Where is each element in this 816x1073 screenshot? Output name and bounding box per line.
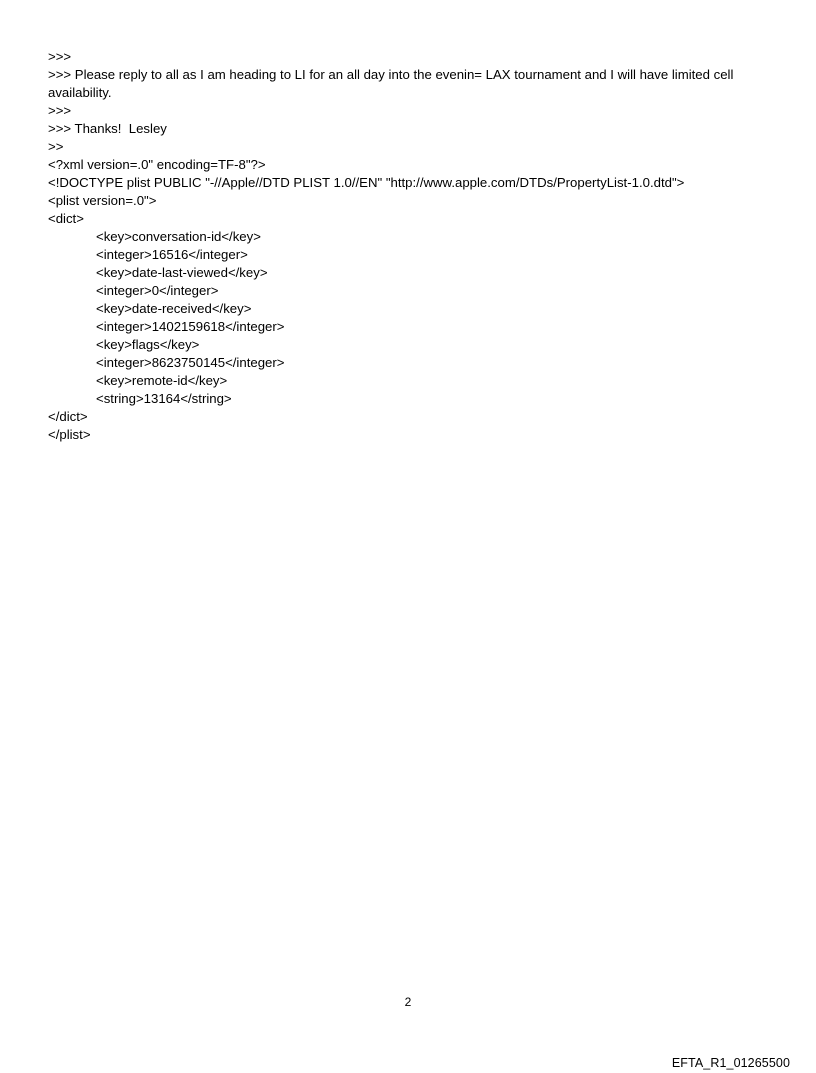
quoted-signoff: >>> Thanks! Lesley <box>48 121 167 136</box>
plist-entry: <integer>8623750145</integer> <box>96 355 285 370</box>
plist-entry: <key>date-last-viewed</key> <box>96 265 268 280</box>
dict-close-tag: </dict> <box>48 409 88 424</box>
xml-declaration: <?xml version=.0" encoding=TF-8"?> <box>48 157 266 172</box>
plist-entry: <integer>1402159618</integer> <box>96 319 285 334</box>
doctype-declaration: <!DOCTYPE plist PUBLIC "-//Apple//DTD PLIST 1.0//EN" "http://www.apple.com/DTDs/PropertyList-1.0.dtd"> <box>48 175 685 190</box>
plist-close-tag: </plist> <box>48 427 91 442</box>
plist-open-tag: <plist version=.0"> <box>48 193 157 208</box>
plist-entry: <key>remote-id</key> <box>96 373 228 388</box>
plist-entry: <integer>0</integer> <box>96 283 219 298</box>
quoted-message: >>> Please reply to all as I am heading to LI for an all day into the evenin= LAX tournament and I will have limited cell availability. <box>48 67 734 100</box>
document-id-stamp: EFTA_R1_01265500 <box>671 1056 790 1070</box>
document-body <box>48 48 768 444</box>
plist-entry: <string>13164</string> <box>96 391 232 406</box>
quoted-line: >>> <box>48 103 72 118</box>
dict-open-tag: <dict> <box>48 211 84 226</box>
plist-entry: <integer>16516</integer> <box>96 247 248 262</box>
plist-entry: <key>date-received</key> <box>96 301 252 316</box>
plist-entry: <key>flags</key> <box>96 337 200 352</box>
quoted-line: >> <box>48 139 64 154</box>
plist-entry: <key>conversation-id</key> <box>96 229 261 244</box>
page-number: 2 <box>404 995 412 1009</box>
quoted-line: >>> <box>48 49 72 64</box>
